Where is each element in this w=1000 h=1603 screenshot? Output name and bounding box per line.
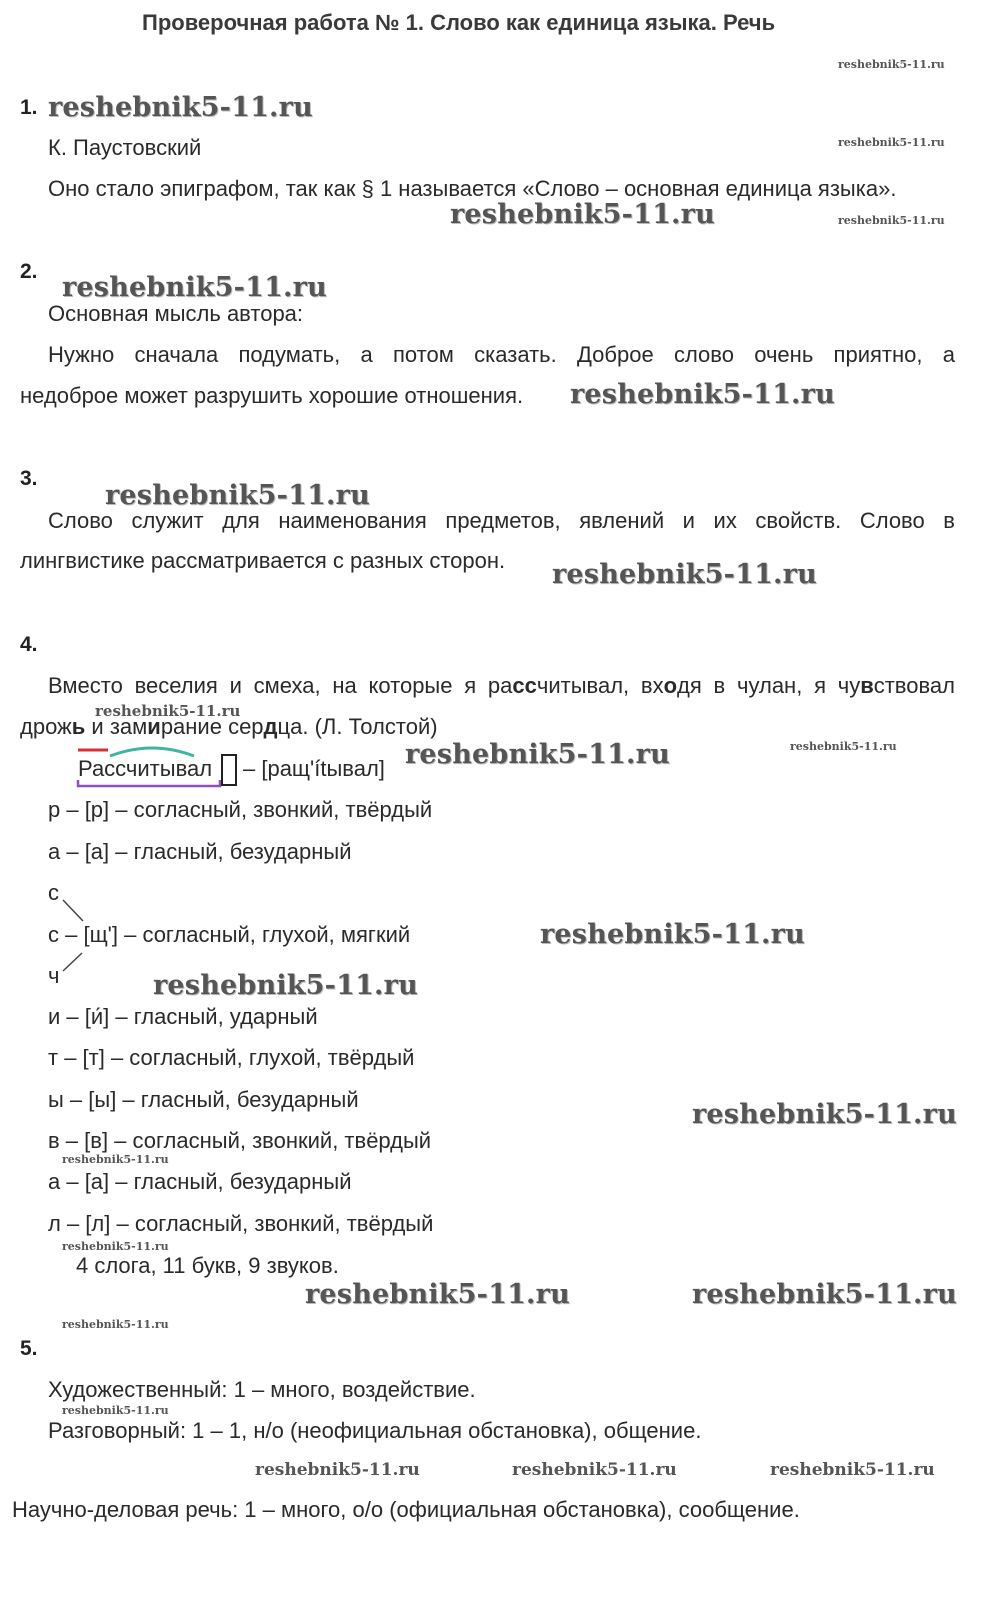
watermark: reshebnik5-11.ru (62, 1404, 169, 1417)
watermark: reshebnik5-11.ru (790, 740, 897, 753)
sound-row: т – [т] – согласный, глухой, твёрдый (48, 1045, 415, 1070)
watermark: reshebnik5-11.ru (95, 702, 241, 720)
sound-row: в – [в] – согласный, звонкий, твёрдый (48, 1128, 432, 1153)
task-4-sentence-line-1: Вместо веселия и смеха, на которые я рассчитывал, входя в чулан, я чувствовал (48, 673, 955, 698)
root-mark (110, 748, 194, 756)
task-1-answer: Оно стало эпиграфом, так как § 1 называется «Слово – основная единица языка». (48, 176, 897, 201)
sound-row: ы – [ы] – гласный, безударный (48, 1087, 359, 1112)
sound-row: а – [а] – гласный, безударный (48, 839, 352, 864)
sound-row: л – [л] – согласный, звонкий, твёрдый (48, 1211, 434, 1236)
watermark: reshebnik5-11.ru (692, 1099, 957, 1130)
watermark: reshebnik5-11.ru (692, 1279, 957, 1310)
watermark: reshebnik5-11.ru (512, 1460, 677, 1480)
watermark: reshebnik5-11.ru (62, 1318, 169, 1331)
watermark: reshebnik5-11.ru (540, 919, 805, 950)
sound-row: а – [а] – гласный, безударный (48, 1169, 352, 1194)
watermark: reshebnik5-11.ru (255, 1460, 420, 1480)
watermark: reshebnik5-11.ru (405, 739, 670, 770)
task-4-sentence-line-2: дрожь и замирание сердца. (Л. Толстой) (20, 714, 438, 739)
style-artistic: Художественный: 1 – много, воздействие. (48, 1377, 476, 1402)
task-2-line-2: недоброе может разрушить хорошие отношения. (20, 383, 524, 408)
analysed-word: Рассчитывал (78, 756, 213, 781)
watermark: reshebnik5-11.ru (450, 199, 715, 230)
task-1-number: 1. (20, 96, 38, 119)
watermark: reshebnik5-11.ru (770, 1460, 935, 1480)
task-4-summary: 4 слога, 11 букв, 9 звуков. (76, 1253, 339, 1278)
task-1-author: К. Паустовский (48, 135, 202, 160)
watermark: reshebnik5-11.ru (305, 1279, 570, 1310)
watermark: reshebnik5-11.ru (838, 58, 945, 71)
task-3-number: 3. (20, 467, 38, 490)
task-5-number: 5. (20, 1337, 38, 1360)
sound-row-letter: с (48, 880, 59, 905)
watermark: reshebnik5-11.ru (62, 1240, 169, 1253)
task-4-number: 4. (20, 633, 38, 656)
watermark: reshebnik5-11.ru (838, 136, 945, 149)
page-title: Проверочная работа № 1. Слово как единица языка. Речь (142, 10, 776, 35)
task-3-line-2: лингвистике рассматривается с разных сторон. (20, 548, 506, 573)
watermark: reshebnik5-11.ru (62, 272, 327, 303)
watermark: reshebnik5-11.ru (838, 214, 945, 227)
style-scientific-business: Научно-деловая речь: 1 – много, о/о (официальная обстановка), сообщение. (12, 1497, 800, 1522)
watermark: reshebnik5-11.ru (153, 970, 418, 1001)
sound-row: и – [и́] – гласный, ударный (48, 1004, 318, 1029)
style-conversational: Разговорный: 1 – 1, н/о (неофициальная обстановка), общение. (48, 1418, 702, 1443)
ending-mark (222, 755, 236, 785)
watermark: reshebnik5-11.ru (105, 480, 370, 511)
sound-row-letter: ч (48, 963, 60, 988)
task-2-heading: Основная мысль автора: (48, 301, 304, 326)
sound-row: р – [р] – согласный, звонкий, твёрдый (48, 797, 433, 822)
watermark: reshebnik5-11.ru (552, 559, 817, 590)
sound-row: с – [щ'] – согласный, глухой, мягкий (48, 922, 411, 947)
watermark: reshebnik5-11.ru (570, 379, 835, 410)
task-2-number: 2. (20, 260, 38, 283)
watermark: reshebnik5-11.ru (62, 1153, 169, 1166)
watermark: reshebnik5-11.ru (48, 92, 313, 123)
word-transcription: – [ращ'ítывал] (243, 756, 385, 781)
task-3-line-1: Слово служит для наименования предметов, явлений и их свойств. Слово в (48, 508, 955, 533)
task-2-line-1: Нужно сначала подумать, а потом сказать. Доброе слово очень приятно, а (48, 342, 955, 367)
